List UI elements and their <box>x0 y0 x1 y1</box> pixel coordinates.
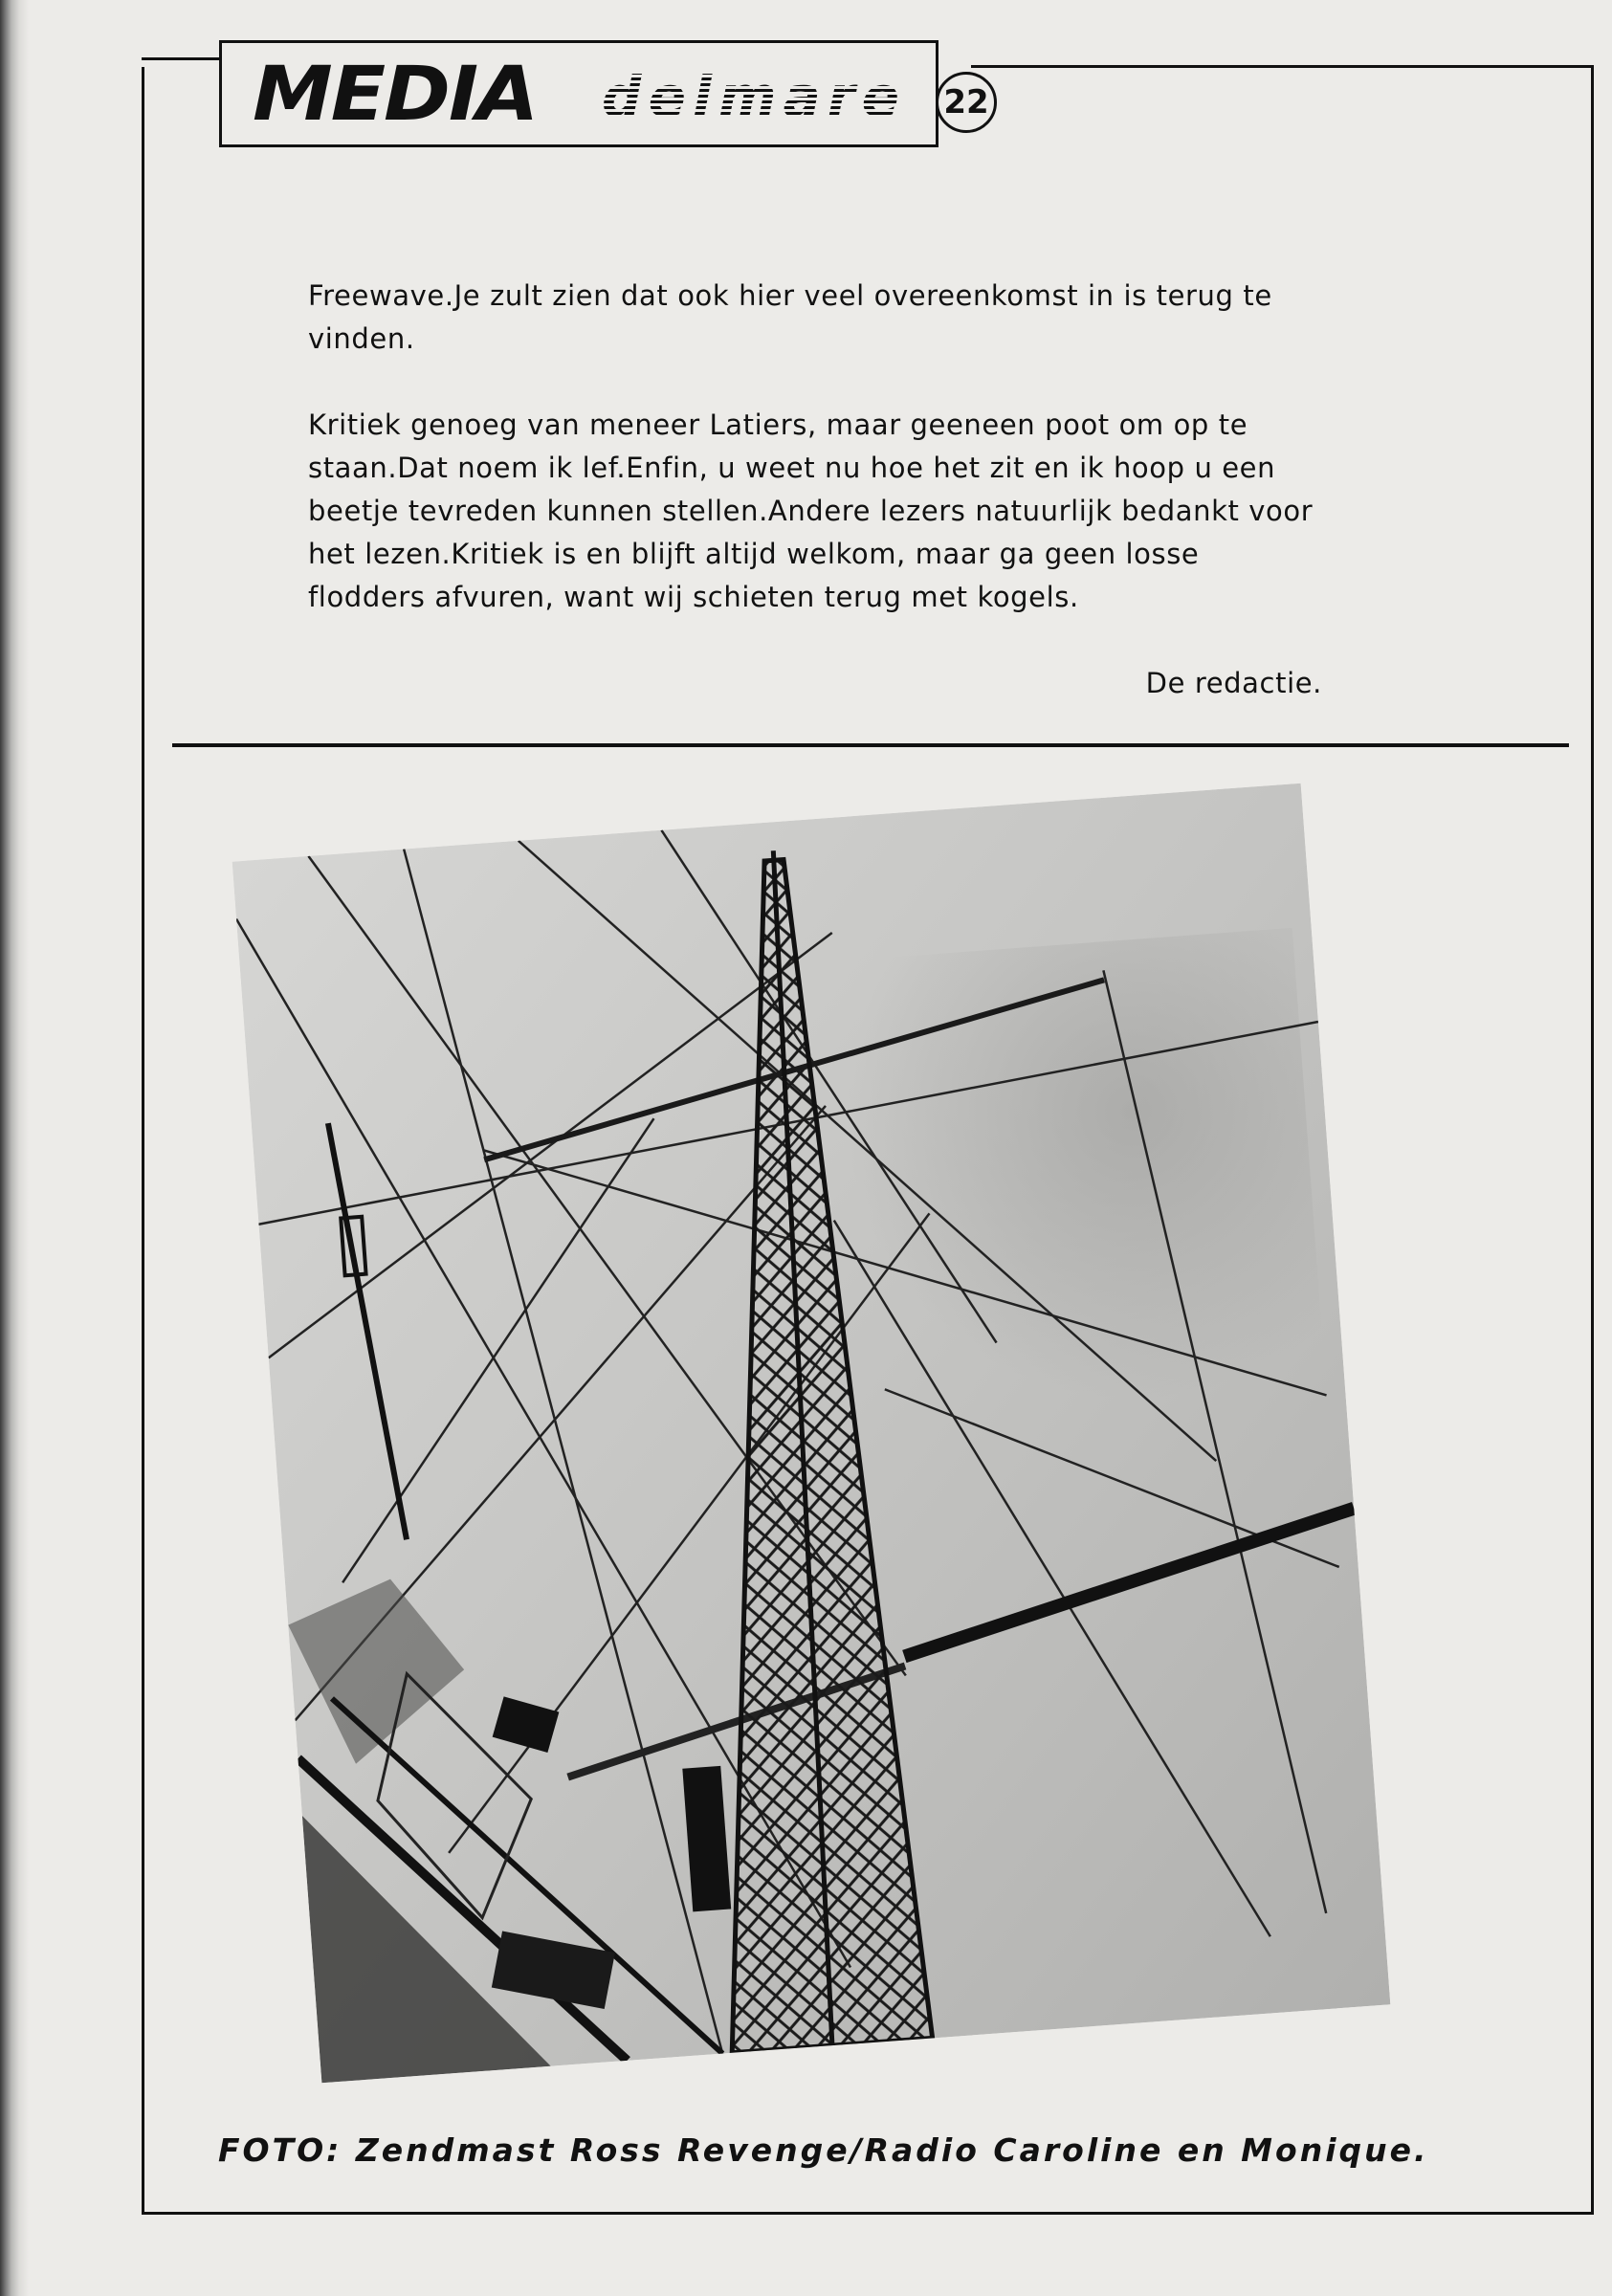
photo-caption: FOTO: Zendmast Ross Revenge/Radio Caroline en Monique. <box>218 2131 1429 2169</box>
article-body <box>308 275 1322 748</box>
frame-top-left-line <box>142 57 220 60</box>
masthead-title: MEDIA <box>253 52 538 138</box>
masthead-subtitle: delmare <box>602 66 900 123</box>
article-paragraph: Freewave.Je zult zien dat ook hier veel overeenkomst in is terug te vinden. <box>308 279 1272 355</box>
page-binding-edge <box>0 0 29 2296</box>
photo-radio-mast <box>232 784 1391 2084</box>
horizontal-rule <box>172 743 1569 747</box>
page-number: 22 <box>936 72 997 133</box>
masthead <box>219 40 938 147</box>
article-paragraph: Kritiek genoeg van meneer Latiers, maar geeneen poot om op te staan.Dat noem ik lef.Enfin, u weet nu hoe het zit en ik hoop u een beetje tevreden kunnen stellen.Andere lezers natuurlijk bedankt voor het lezen.Kritiek is en blijft altijd welkom, maar ga geen losse flodders afvuren, want wij schieten terug met kogels. <box>308 408 1314 613</box>
article-signature: De redactie. <box>1145 667 1322 699</box>
photo-image <box>232 784 1391 2084</box>
masthead-subtitle-logo <box>600 66 904 123</box>
